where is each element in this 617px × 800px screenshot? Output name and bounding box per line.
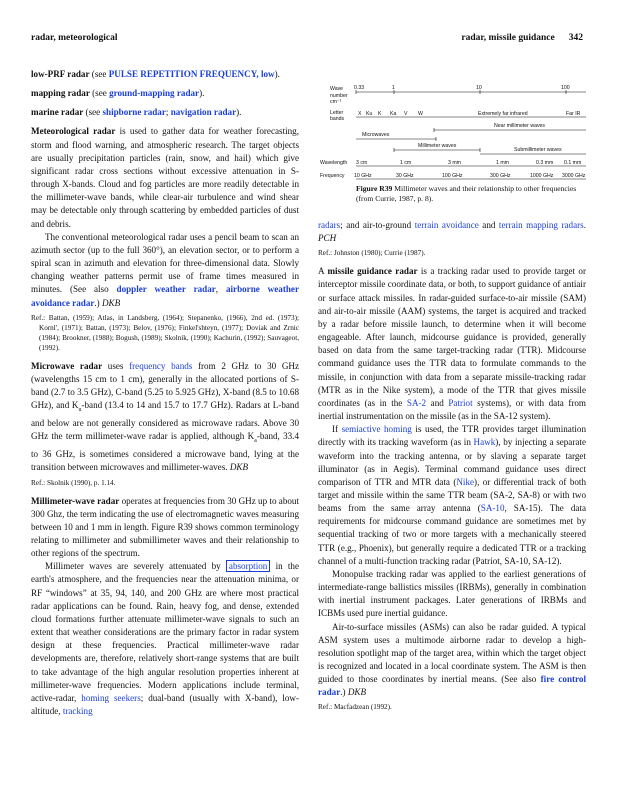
frequency-tick: 30 GHz <box>396 173 414 179</box>
wave-tick: 1 <box>392 85 395 91</box>
band-letter: Ka <box>390 111 397 117</box>
wavelength-tick: 3 cm <box>356 160 368 166</box>
text: ; dual-band (usually with X-band), low-altitude, <box>31 692 299 717</box>
wavelength-tick: 1 cm <box>400 160 412 166</box>
link-patriot[interactable]: Patriot <box>448 397 473 408</box>
text: ; and air-to-ground <box>340 220 415 230</box>
text: . <box>583 220 586 230</box>
link-doppler-weather-radar[interactable]: doppler weather radar <box>116 284 216 295</box>
wavelength-tick: 0.3 mm <box>536 160 554 166</box>
row-label: cm⁻¹ <box>330 99 342 105</box>
link-ground-mapping-radar[interactable]: ground-mapping radar <box>109 88 200 99</box>
text: The conventional meteorological radar uses a pencil beam to scan an azimuth sector (up to the full 360°), an elevation sector, or to perform a spiral scan in azimuth and elevation for three-dimensional data. Slowly changing weather patterns permit use of frame times measured in minutes. (See also <box>31 231 299 295</box>
entry-meteorological <box>31 125 299 230</box>
text: -band (13.4 to 14 and 15.7 to 17.7 GHz). Radars at L-band and below are not generally considered as microwave radars. Above 30 GHz the term millimeter-wave radar is applied, although K <box>31 400 299 442</box>
link-fire-control-radar[interactable]: fire control radar <box>318 674 586 698</box>
entry-mapping <box>31 87 299 100</box>
band-letter: Ku <box>366 111 373 117</box>
row-label: Wave <box>330 86 344 92</box>
paragraph <box>31 560 299 718</box>
text: is used, the TTR provides target illumination directly with its tracking waveform (as in <box>318 424 586 448</box>
row-label: Letter <box>330 110 344 116</box>
link-hawk[interactable]: Hawk <box>473 437 496 448</box>
text: Air-to-surface missiles (ASMs) can also be radar guided. A typical ASM system uses a multimode airborne radar to develop a high-resolution spotlight map of the target area, within which the target object is recognized and located in a local coordinate system. The ASM is then guided to those coordinates by inertial means. (See also <box>318 621 586 685</box>
author-initials: DKB <box>347 687 366 698</box>
paragraph <box>318 568 586 621</box>
link-nike[interactable]: Nike <box>456 476 475 487</box>
term-marine: marine radar <box>31 107 84 118</box>
link-semiactive-homing[interactable]: semiactive homing <box>341 424 412 435</box>
band-letter: K <box>378 111 382 117</box>
link-frequency-bands[interactable]: frequency bands <box>129 360 193 371</box>
text: is a tracking radar used to provide target or interceptor missile coordinate data, or both, to support guidance of antiair or surface attack missiles. In radar-guided surface-to-air missile (SAM) and air-to-air missile (AAM) systems, the target is acquired and tracked by a radar before missile launch, to determine when it will become engageable. After launch, midcourse guidance is provided, generally based on data from the same target-tracking radar (TTR). Midcourse command guidance uses the TTR data to formulate commands to the missile, in conjunction with data from a separate missile-tracking radar (MTR as in the Nike system), a mode of the TTR that gives missile coordinates (as in the <box>318 266 587 408</box>
band-label: Extremely far infrared <box>478 111 528 117</box>
band-letter: X <box>358 111 362 117</box>
text: is used to gather data for weather forecasting, storm and flood warning, and atmospheric research. The target objects are usually precipitation particles (rain, snow, and hail) which give significant radar cross sections without excessive attenuation in S- through X-bands. Cloud and fog particles are more readily detectable in the millimeter-wave bands, while clear-air turbulence and wind shear may be detectable only through scattering by embedded particles of dust and debris. <box>31 126 299 229</box>
caption-text: Millimeter waves and their relationship to other frequencies (from Currie, 1987, p. 8). <box>356 184 577 203</box>
left-column <box>31 68 299 718</box>
references: Ref.: Skolnik (1990), p. 1.14. <box>31 478 116 487</box>
text: ). <box>274 69 280 79</box>
link-shipborne-radar[interactable]: shipborne radar <box>102 107 166 118</box>
references: Ref.: Macfadzean (1992). <box>318 703 392 712</box>
text: Millimeter waves are severely attenuated by <box>45 561 226 572</box>
term-low-prf: low-PRF radar <box>31 69 90 79</box>
frequency-tick: 100 GHz <box>442 173 463 179</box>
region-label: Near millimeter waves <box>494 123 546 129</box>
text: .) <box>340 687 348 698</box>
text: (see <box>83 107 103 118</box>
wavelength-tick: 1 mm <box>496 160 509 166</box>
wave-tick: 100 <box>561 85 570 91</box>
text: .) <box>94 297 102 308</box>
text: If <box>332 424 342 435</box>
text: from 2 GHz to 30 GHz (wavelengths 15 cm to 1 cm), generally in the allocated portions of S-band (2.7 to 3.5 GHz), C-band (5.25 to 5.925 GHz), X-band (8.5 to 10.68 GHz), and K <box>31 360 299 411</box>
caption-label: Figure R39 <box>356 184 393 193</box>
band-letter: W <box>418 111 423 117</box>
paragraph <box>318 621 586 700</box>
wave-tick: 0.33 <box>354 85 365 91</box>
term-mapping: mapping radar <box>31 88 90 99</box>
text: ; <box>165 107 171 118</box>
entry-missile-guidance <box>318 265 586 423</box>
link-absorption[interactable]: absorption <box>226 560 270 572</box>
entry-low-prf <box>31 68 299 81</box>
frequency-tick: 10 GHz <box>354 173 372 179</box>
subscript: u <box>78 406 82 413</box>
text: , SA-15). The data requirements for midcourse command guidance are sometimes met by sequential tracking of two or more targets with a mechanically steered TTR (e.g., Phoenix), but generally require a dedicated TTR or a tracking channel of a multi-function tracking radar (Patriot, SA-10, SA-12). <box>318 503 586 566</box>
author-initials: PCH <box>318 233 337 244</box>
link-sa-10[interactable]: SA-10 <box>480 503 505 514</box>
frequency-tick: 300 GHz <box>490 173 511 179</box>
link-pulse-repetition-frequency[interactable]: PULSE REPETITION FREQUENCY, low <box>108 69 275 79</box>
text: (see <box>89 69 109 79</box>
link-sa-2[interactable]: SA-2 <box>406 397 427 408</box>
wavelength-tick: 3 mm <box>448 160 461 166</box>
text: systems), or with data from inertial instrumentation on the missile (as in the SA-12 system). <box>318 397 586 422</box>
row-label: bands <box>330 116 345 122</box>
text: in the earth's atmosphere, and the frequencies near the attenuation minima, or RF “windows” at 35, 94, 140, and 200 GHz are where most practical radar applications can be found. Rain, heavy fog, and dense, extended cloud formations further attenuate millimeter-wave signals to such an extent that weather considerations are the primary factor in radar system design at these frequencies. Practical millimeter-wave radar developments are, therefore, relatively short-range systems that are built to take advantage of the high angular resolution properties inherent at millimeter-wave frequencies. Modern applications include terminal, active-radar, <box>31 561 299 703</box>
region-label: Submillimeter waves <box>514 147 562 153</box>
wave-tick: 10 <box>476 85 482 91</box>
text: uses <box>102 360 130 371</box>
text: and <box>478 220 499 230</box>
row-label: Wavelength <box>320 160 348 166</box>
link-terrain-avoidance[interactable]: terrain avoidance <box>414 220 479 230</box>
header-topic: radar, missile guidance <box>461 33 555 43</box>
subscript: a <box>254 438 257 445</box>
term-missile-guidance: missile guidance radar <box>327 266 418 277</box>
link-homing-seekers[interactable]: homing seekers <box>81 692 141 703</box>
author-initials: DKB <box>101 297 121 308</box>
entry-microwave <box>31 360 299 475</box>
text: Monopulse tracking radar was applied to the earliest generations of intermediate-range ballistics missiles (IRBMs), generally in combination with inertial instrument packages. Later generations of IRBMs and ICBMs used pure inertial guidance. <box>318 568 586 619</box>
text: -band, 33.4 to 36 GHz, is sometimes considered a microwave band, lying at the transition between microwaves and millimeter-waves. <box>31 431 300 473</box>
link-navigation-radar[interactable]: navigation radar <box>170 107 237 118</box>
wavelength-tick: 0.1 mm <box>564 160 582 166</box>
link-terrain-mapping-radars[interactable]: terrain mapping radars <box>498 220 584 230</box>
entry-marine <box>31 106 299 119</box>
link-tracking[interactable]: tracking <box>62 706 93 717</box>
band-label: Far IR <box>566 111 581 117</box>
term-millimeter-wave: Millimeter-wave radar <box>31 495 120 506</box>
paragraph <box>318 423 586 568</box>
frequency-tick: 1000 GHz <box>530 173 554 179</box>
row-label: number <box>330 93 348 99</box>
band-letter: V <box>404 111 408 117</box>
running-header-left: radar, meteorological <box>31 33 118 43</box>
paragraph <box>31 231 299 310</box>
text: A <box>318 266 328 277</box>
continued-paragraph <box>318 219 586 245</box>
region-label: Millimeter waves <box>418 143 457 149</box>
link-radars[interactable]: radars <box>318 220 341 230</box>
text: ), by injecting a separate waveform into the tracking antenna, or by slaving a separate target illuminator (as in Aegis). Terminal command guidance uses direct comparison of TTR and MTR data ( <box>318 437 586 487</box>
region-label: Microwaves <box>362 132 390 138</box>
row-label: Frequency <box>320 173 345 179</box>
author-initials: DKB <box>229 462 248 473</box>
references: Ref.: Johnston (1980); Currie (1987). <box>318 249 426 258</box>
term-meteorological: Meteorological radar <box>31 126 116 137</box>
page-number: 342 <box>568 33 583 43</box>
text: , <box>215 284 226 295</box>
right-column <box>318 219 586 719</box>
frequency-tick: 3000 GHz <box>562 173 586 179</box>
term-microwave: Microwave radar <box>31 360 103 371</box>
text: ). <box>236 107 242 118</box>
link-airborne-weather-avoidance-radar[interactable]: airborne weather avoidance radar <box>31 284 299 308</box>
references: Ref.: Battan, (1959); Atlas, in Landsberg, (1964); Stepanenko, (1966), 2nd ed. (1973); Kornl', (1971); Battan, (1973); Belov, (1976); Finkel'shteyn, (1977); Doviak and Zrnic (1984); Brookner, (1988); Bogush, (1989); Skolnik, (1990); Kachurin, (1992); Sauvageot, (1992). <box>31 313 299 352</box>
text: ). <box>199 88 205 99</box>
text: and <box>426 397 449 408</box>
running-header-right <box>461 33 583 43</box>
text: ), or differential track of both target and missile within the same TTR beam (SA-2, SA-8) or with two beams from the same array antenna ( <box>318 476 587 514</box>
text: operates at frequencies from 30 GHz up to about 300 Ghz, the term indicating the use of electromagnetic waves measuring between 10 and 1 mm in length. Figure R39 shows common terminology relating to millimeter and submillimeter waves and their relationship to other regions of the spectrum. <box>31 495 299 559</box>
figure-caption <box>356 184 588 204</box>
text: (see <box>89 88 110 99</box>
entry-millimeter-wave <box>31 495 299 561</box>
